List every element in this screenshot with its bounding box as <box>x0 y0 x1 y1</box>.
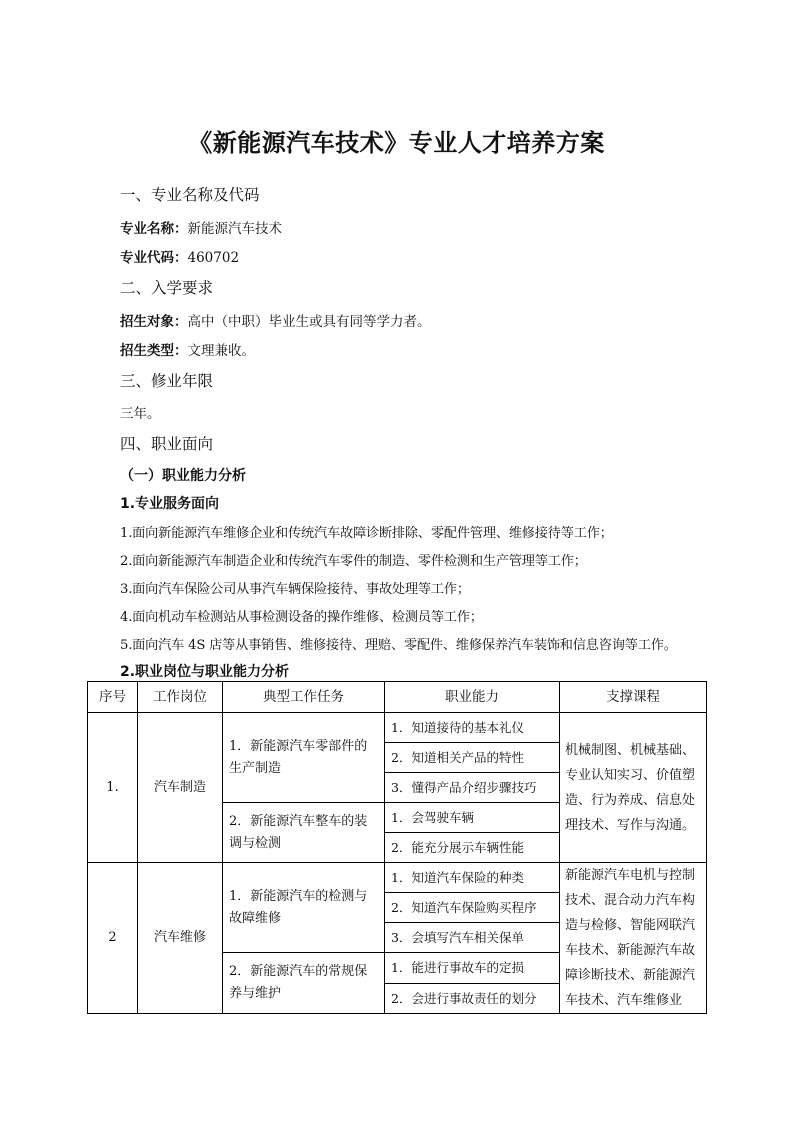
row-courses: 机械制图、机械基础、专业认知实习、价值塑造、行为养成、信息处理技术、写作与沟通。 <box>560 713 707 863</box>
major-code-value: 460702 <box>187 250 240 266</box>
major-code-label: 专业代码： <box>120 250 188 266</box>
row-ability: 2．知道相关产品的特性 <box>385 743 560 773</box>
service-item-5: 5.面向汽车 4S 店等从事销售、维修接待、理赔、零配件、维修保养汽车装饰和信息咨询等工作。 <box>120 638 677 653</box>
table-header-row <box>88 682 707 713</box>
row-post: 汽车制造 <box>138 713 223 863</box>
subsection-ability-analysis: （一）职业能力分析 <box>120 468 246 484</box>
header-ability: 职业能力 <box>385 682 560 713</box>
row-ability: 3．懂得产品介绍步骤技巧 <box>385 773 560 803</box>
document-title: 《新能源汽车技术》专业人才培养方案 <box>188 128 605 157</box>
enroll-target-value: 高中（中职）毕业生或具有同等学力者。 <box>187 314 431 330</box>
major-name-value: 新能源汽车技术 <box>187 221 282 237</box>
row-task: 1．新能源汽车的检测与故障维修 <box>223 863 385 953</box>
row-task: 2．新能源汽车的常规保养与维护 <box>223 953 385 1014</box>
enroll-target-line <box>120 310 431 330</box>
enroll-target-label: 招生对象： <box>120 314 188 330</box>
enroll-type-label: 招生类型： <box>120 343 188 359</box>
subsection-post-ability: 2.职业岗位与职业能力分析 <box>120 664 290 680</box>
section-1-heading: 一、专业名称及代码 <box>120 186 260 204</box>
row-ability: 3．会填写汽车相关保单 <box>385 923 560 953</box>
row-post: 汽车维修 <box>138 863 223 1014</box>
section-3-heading: 三、修业年限 <box>120 372 214 390</box>
enroll-type-value: 文理兼收。 <box>187 343 255 359</box>
study-years-value: 三年。 <box>120 406 161 422</box>
row-ability: 1．知道接待的基本礼仪 <box>385 713 560 743</box>
major-code-line <box>120 246 239 266</box>
header-post: 工作岗位 <box>138 682 223 713</box>
section-2-heading: 二、入学要求 <box>120 279 214 297</box>
row-ability: 2．知道汽车保险购买程序 <box>385 893 560 923</box>
row-courses: 新能源汽车电机与控制技术、混合动力汽车构造与检修、智能网联汽车技术、新能源汽车故障诊断技术、新能源汽车技术、汽车维修业 <box>560 863 707 1014</box>
row-ability: 1．知道汽车保险的种类 <box>385 863 560 893</box>
row-no: 2 <box>88 863 138 1014</box>
header-course: 支撑课程 <box>560 682 707 713</box>
service-item-4: 4.面向机动车检测站从事检测设备的操作维修、检测员等工作； <box>120 610 483 625</box>
subsection-service-orientation: 1.专业服务面向 <box>120 496 220 512</box>
post-ability-table <box>87 681 707 1014</box>
service-item-2: 2.面向新能源汽车制造企业和传统汽车零件的制造、零件检测和生产管理等工作； <box>120 554 587 569</box>
major-name-line <box>120 217 282 237</box>
row-ability: 1．会驾驶车辆 <box>385 803 560 833</box>
table-row <box>88 713 707 743</box>
header-no: 序号 <box>88 682 138 713</box>
header-task: 典型工作任务 <box>223 682 385 713</box>
row-task: 1．新能源汽车零部件的生产制造 <box>223 713 385 803</box>
major-name-label: 专业名称： <box>120 221 188 237</box>
row-ability: 2．会进行事故责任的划分 <box>385 984 560 1014</box>
table-row <box>88 863 707 893</box>
row-no: 1. <box>88 713 138 863</box>
row-task: 2．新能源汽车整车的装调与检测 <box>223 803 385 863</box>
service-item-3: 3.面向汽车保险公司从事汽车辆保险接待、事故处理等工作； <box>120 582 470 597</box>
row-ability: 1．能进行事故车的定损 <box>385 953 560 984</box>
service-item-1: 1.面向新能源汽车维修企业和传统汽车故障诊断排除、零配件管理、维修接待等工作； <box>120 526 613 541</box>
enroll-type-line <box>120 339 255 359</box>
section-4-heading: 四、职业面向 <box>120 435 214 453</box>
row-ability: 2．能充分展示车辆性能 <box>385 833 560 863</box>
